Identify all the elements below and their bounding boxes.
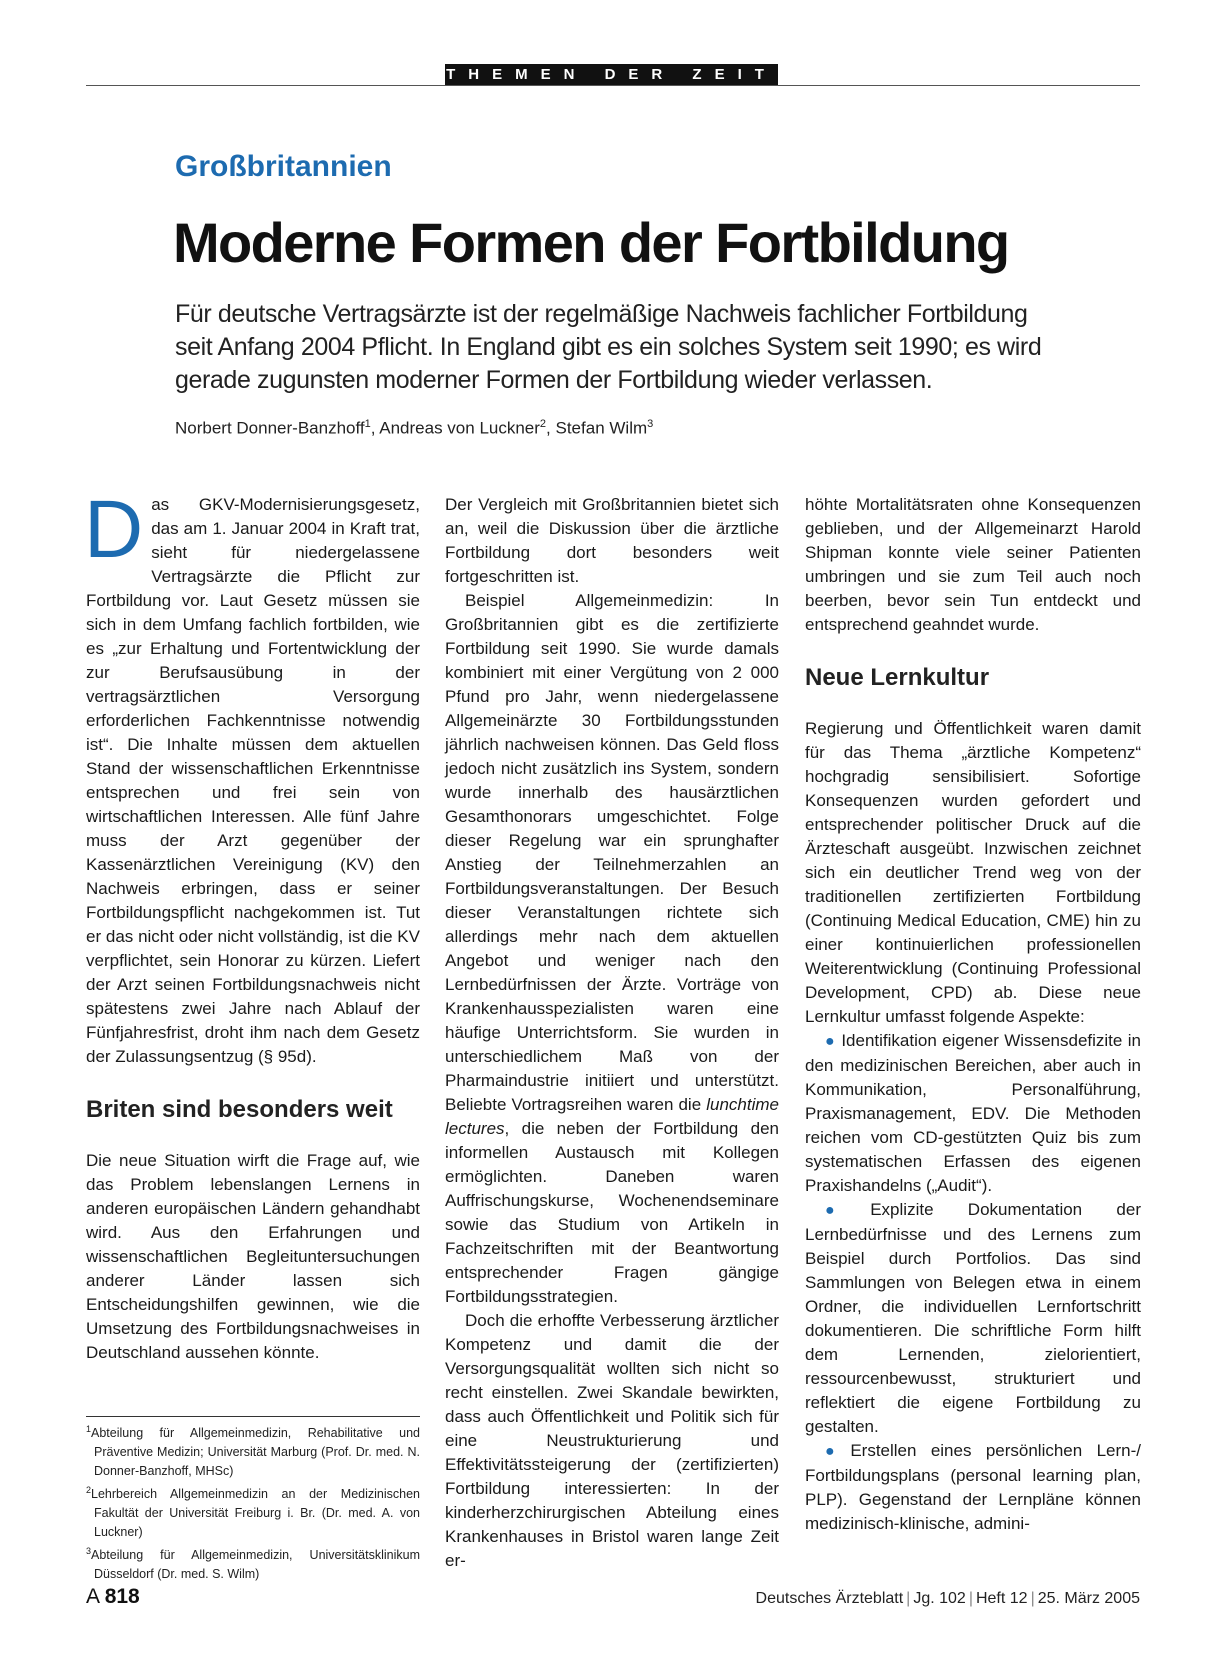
footnote-text: Lehrbereich Allgemeinmedizin an der Medizinischen Fakultät der Universität Freiburg i. Br. (Dr. med. A. von Luckner) <box>91 1487 420 1540</box>
footnote-mark: 3 <box>86 1546 92 1557</box>
journal-info <box>756 1590 1140 1608</box>
footnote <box>86 1481 420 1542</box>
section-heading: Neue Lernkultur <box>805 664 990 691</box>
journal-date: 25. März 2005 <box>1037 1590 1140 1607</box>
separator: | <box>906 1590 911 1607</box>
body-paragraph: Regierung und Öffentlichkeit waren damit für das Thema „ärztliche Kompetenz“ hochgradig sensibilisiert. Sofortige Konsequenzen wurden gefordert und entsprechender politischer Druck auf die Ärzteschaft ausgeübt. Inzwischen zeichnet sich ein deutlicher Trend weg von der traditionellen zertifizierten Fortbildung (Continuing Medical Education, CME) hin zu einer kontinuierlichen professionellen Weiterentwicklung (Continuing Professional Development, CPD) ab. Diese neue Lernkultur umfasst folgende Aspekte: <box>805 719 1141 1026</box>
paragraph-text: as GKV-Modernisierungsgesetz, das am 1. Januar 2004 in Kraft trat, sieht für niedergelassene Vertragsärzte die Pflicht zur Fortbildung vor. Laut Gesetz müssen sie sich in dem Umfang fachlich fortbilden, wie es „zur Erhaltung und Fortentwicklung der zur Berufsausübung in der vertragsärztlichen Versorgung erforderlichen Fachkenntnisse notwendig ist“. Die Inhalte müssen dem aktuellen Stand der wissenschaftlichen Erkenntnisse entsprechen und frei sein von wirtschaftlichen Interessen. Alle fünf Jahre muss der Arzt gegenüber der Kassenärztlichen Vereinigung (KV) den Nachweis erbringen, dass er seiner Fortbildungspflicht nachgekommen ist. Tut er das nicht oder nicht vollständig, ist die KV verpflichtet, sein Honorar zu kürzen. Liefert der Arzt seinen Fortbildungsnachweis nicht spätestens zwei Jahre nach Ablauf der Fünfjahresfrist, droht ihm nach dem Gesetz der Zulassungsentzug (§ 95d). <box>86 495 420 1066</box>
separator: | <box>968 1590 973 1607</box>
bullet-item <box>805 1029 1141 1198</box>
page-number <box>86 1585 140 1609</box>
article-headline: Moderne Formen der Fortbildung <box>173 211 1009 274</box>
bullet-text: Identifikation eigener Wissensdefizite in den medizinischen Bereichen, aber auch in Kommunikation, Personalführung, Praxismanagement, EDV. Die Methoden reichen vom CD-gestützten Quiz bis zum systematischen Erfassen des eigenen Praxishandelns („Audit“). <box>805 1031 1141 1195</box>
author-separator: , <box>370 418 380 438</box>
journal-issue: Heft 12 <box>975 1590 1028 1607</box>
page-number-value: 818 <box>104 1585 140 1608</box>
body-paragraph: Doch die erhoffte Verbesserung ärztlicher Kompetenz und damit die der Versorgungsqualität wollten sich nicht so recht einstellen. Zwei Skandale bewirkten, dass auch Öffentlichkeit und Politik sich für eine Neustrukturierung und Effektivitätssteigerung der (zertifizierten) Fortbildung interessierten: In der kinderherzchirurgischen Abteilung eines Krankenhauses in Bristol waren lange Zeit er- <box>445 1311 779 1570</box>
footnote-mark: 2 <box>86 1485 92 1496</box>
body-paragraph: Der Vergleich mit Großbritannien bietet sich an, weil die Diskussion über die ärztliche Fortbildung dort besonders weit fortgeschritten ist. <box>445 495 779 586</box>
section-heading: Briten sind besonders weit <box>86 1096 393 1123</box>
drop-cap: D <box>84 484 144 575</box>
journal-name: Deutsches Ärzteblatt <box>755 1590 904 1607</box>
footnote-text: Abteilung für Allgemeinmedizin, Universitätsklinikum Düsseldorf (Dr. med. S. Wilm) <box>91 1548 420 1582</box>
author-affiliation-mark: 1 <box>364 418 371 430</box>
section-banner: THEMEN DER ZEIT <box>446 66 777 83</box>
author-affiliation-mark: 2 <box>539 418 547 430</box>
bullet-icon: ● <box>825 1033 836 1050</box>
footnote <box>86 1542 420 1584</box>
bullet-icon: ● <box>825 1202 865 1219</box>
emphasis-text: lunchtime lectures <box>445 1095 779 1138</box>
page-prefix: A <box>86 1585 99 1608</box>
author-list <box>175 418 653 439</box>
footnote-rule <box>86 1416 420 1417</box>
journal-volume: Jg. 102 <box>913 1590 966 1607</box>
footnote <box>86 1420 420 1481</box>
text-column-3 <box>805 493 1141 1536</box>
header-rule <box>86 85 1140 86</box>
body-paragraph: höhte Mortalitätsraten ohne Konsequenzen geblieben, und der Allgemeinarzt Harold Shipman konnte viele seiner Patienten umbringen und sie zum Teil auch noch beerben, bevor sein Tun entdeckt und entsprechend geahndet wurde. <box>805 495 1141 634</box>
footnotes <box>86 1420 420 1584</box>
bullet-item <box>805 1439 1141 1536</box>
bullet-icon: ● <box>825 1443 845 1460</box>
lead-line: Für deutsche Vertragsärzte ist der regelmäßige Nachweis fachlicher Fortbildung <box>175 300 1028 328</box>
body-paragraph <box>84 484 420 1069</box>
lead-line: seit Anfang 2004 Pflicht. In England gibt es ein solches System seit 1990; es wird <box>175 333 1042 361</box>
author-name: Andreas von Luckner <box>379 418 540 438</box>
body-paragraph <box>445 589 779 1309</box>
lead-line: gerade zugunsten moderner Formen der Fortbildung wieder verlassen. <box>175 366 933 394</box>
bullet-item <box>805 1198 1141 1439</box>
text-column-1 <box>84 484 420 1365</box>
article-lead <box>175 298 1085 397</box>
body-paragraph: Die neue Situation wirft die Frage auf, wie das Problem lebenslangen Lernens in anderen europäischen Ländern gehandhabt wird. Aus den Erfahrungen und wissenschaftlichen Begleituntersuchungen anderer Länder lassen sich Entscheidungshilfen gewinnen, wie die Umsetzung des Fortbildungsnachweises in Deutschland aussehen könnte. <box>86 1151 420 1362</box>
footnote-text: Abteilung für Allgemeinmedizin, Rehabilitative und Präventive Medizin; Universität Marburg (Prof. Dr. med. N. Donner-Banzhoff, MHSc) <box>91 1426 420 1479</box>
text-column-2 <box>445 493 779 1573</box>
bullet-text: Explizite Dokumentation der Lernbedürfnisse und des Lernens zum Beispiel durch Portfolios. Das sind Sammlungen von Belegen etwa in einem Ordner, die individuellen Lernfortschritt dokumentieren. Die schriftliche Form hilft dem Lernenden, zielorientiert, ressourcenbewusst, strukturiert und reflektiert die eigene Fortbildung zu gestalten. <box>805 1200 1141 1436</box>
author-name: Norbert Donner-Banzhoff <box>175 418 365 438</box>
separator: | <box>1030 1590 1035 1607</box>
paragraph-text: Beispiel Allgemeinmedizin: In Großbritannien gibt es die zertifizierte Fortbildung seit 1990. Sie wurde damals kombiniert mit einer Vergütung von 2 000 Pfund pro Jahr, wenn niedergelassene Allgemeinärzte 30 Fortbildungsstunden jährlich nachweisen können. Das Geld floss jedoch nicht zusätzlich ins System, sondern wurde innerhalb des hausärztlichen Gesamthonorars umgeschichtet. Folge dieser Regelung war ein sprunghafter Anstieg der Teilnehmerzahlen an Fortbildungsveranstaltungen. Der Besuch dieser Veranstaltungen richtete sich allerdings mehr nach dem aktuellen Angebot und weniger nach den Lernbedürfnissen der Ärzte. Vorträge von Krankenhausspezialisten waren eine häufige Unterrichtsform. Sie wurden in unterschiedlichem Maß von der Pharmaindustrie initiiert und unterstützt. Beliebte Vortragsreihen waren die <box>445 591 779 1114</box>
author-name: Stefan Wilm <box>555 418 648 438</box>
footnote-mark: 1 <box>86 1424 92 1434</box>
author-affiliation-mark: 3 <box>647 418 654 430</box>
paragraph-text: , die neben der Fortbildung den informellen Austausch mit Kollegen ermöglichten. Daneben waren Auffrischungskurse, Wochenendseminare sowie das Studium von Artikeln in Fachzeitschriften mit der Beantwortung entsprechender Fragen gängige Fortbildungsstrategien. <box>445 1119 779 1306</box>
article-kicker: Großbritannien <box>175 150 392 183</box>
bullet-text: Erstellen eines persönlichen Lern-/ Fortbildungsplans (personal learning plan, PLP). Gegenstand der Lernpläne können medizinisch-klinische, admini- <box>805 1441 1141 1533</box>
author-separator: , <box>546 418 556 438</box>
